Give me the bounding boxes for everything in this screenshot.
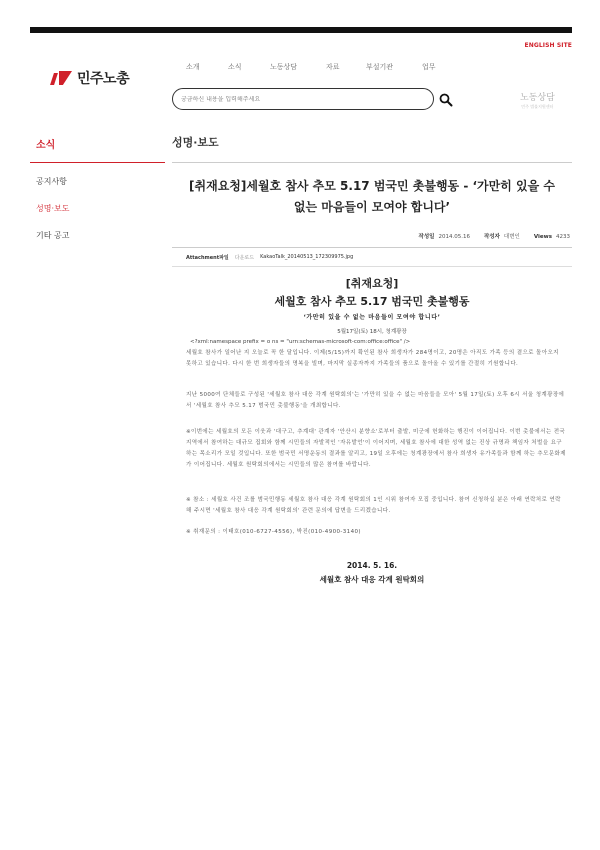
nav-item-labor-counsel[interactable]: 노동상담 (270, 63, 298, 71)
nav-item-materials[interactable]: 자료 (326, 63, 340, 71)
counsel-sub-label: 민주 법률지원센터 (521, 104, 554, 109)
download-link[interactable]: 다운로드 (234, 255, 255, 261)
sidebar-menu (36, 176, 69, 257)
nav-item-news[interactable]: 소식 (228, 63, 242, 71)
nav-item-work[interactable]: 업무 (422, 63, 436, 71)
views-label: Views (533, 234, 552, 240)
page-title-divider (172, 162, 572, 163)
post-author: 대변인 (503, 234, 520, 240)
meta-divider (172, 247, 572, 248)
attachment-label: Attachment파일 (186, 255, 229, 261)
body-paragraph: 지난 5000여 단체들로 구성된 '세월호 참사 대응 각계 원탁회의'는 '가만히 있을 수 없는 마음들을 모아' 5월 17일(토) 오후 6시 서울 청계광장에서 '세월호 참사 추모 5.17 범국민 촛불행동'을 개최합니다. (186, 392, 565, 409)
page-title: 성명·보도 (172, 136, 219, 149)
search-input[interactable] (181, 96, 421, 103)
xml-namespace-line: <?xml:namespace prefix = o ns = "urn:schemas-microsoft-com:office:office" /> (190, 339, 411, 345)
body-heading-2: 세월호 참사 추모 5.17 범국민 촛불행동 (274, 295, 470, 308)
body-paragraph: 세월호 참사가 일어난 지 오늘로 꼭 한 달입니다. 이제(5/15)까지 확인된 참사 희생자가 284명이고, 20명은 아직도 가족 등의 곁으로 돌아오지 못하고 있습니다. 다시 한 번 희생자들의 명복을 빌며, 마지막 실종자까지 가족들의 품으로 돌아올 수 있기를 간절히 기원합니다. (186, 350, 559, 367)
signature-date: 2014. 5. 16. (346, 561, 398, 570)
post-meta (419, 232, 571, 240)
signature-org: 세월호 참사 대응 각계 원탁회의 (319, 575, 425, 584)
body-paragraph: ※이번에는 세월호의 모든 이웃과 '대구고, 추계대' 관계자 '안산시 분향소'로부터 출발, 미군에 헌화하는 행진이 이어집니다. 이번 촛불에서는 전국 지역에서 참여하는 대규모 집회와 함께 시민들의 자발적인 '자유발언'이 이어지며, 세월호 참사에 대한 성역 없는 진상 규명과 책임자 처벌을 요구하는 목소리가 모일 것입니다. 또한 범국민 서명운동의 결과를 알리고, 19일 오후에는 청계광장에서 참사 희생자 유가족들과 함께 하는 추모문화제가 이어집니다. 세월호 원탁회의에서는 시민들의 많은 참여를 바랍니다. (186, 429, 566, 468)
logo-mark-icon (50, 70, 74, 86)
english-site-link[interactable]: ENGLISH SITE (524, 42, 572, 49)
attachment-filename[interactable]: KakaoTalk_20140513_172309975.jpg (260, 254, 354, 260)
logo-text: 민주노총 (77, 71, 130, 87)
nav-item-affiliated[interactable]: 부설기관 (366, 63, 394, 71)
search-box (172, 88, 434, 110)
sidebar-item-statements[interactable]: 성명·보도 (36, 204, 70, 213)
post-title: [취재요청]세월호 참사 추모 5.17 범국민 촛불행동 - ‘가만히 있을 수 없는 마음들이 모여야 합니다’ (189, 179, 555, 214)
author-label: 작성자 (483, 234, 500, 240)
date-label: 작성일 (418, 234, 435, 240)
body-heading-1: [취재요청] (345, 277, 399, 290)
counsel-label: 노동상담 (520, 93, 555, 103)
attachment-divider (172, 266, 572, 267)
sidebar-item-notice[interactable]: 공지사항 (36, 177, 67, 186)
body-paragraph: ※ 취재문의 : 이태호(010-6727-4556), 박진(010-4900-3140) (186, 529, 361, 535)
sidebar-divider (30, 162, 165, 163)
sidebar-title: 소식 (36, 140, 56, 151)
attachment-row (186, 254, 353, 261)
post-date: 2014.05.16 (438, 234, 470, 240)
nav-item-intro[interactable]: 소개 (186, 63, 200, 71)
top-bar (30, 27, 572, 33)
search-icon[interactable] (439, 93, 453, 107)
main-nav (186, 62, 452, 72)
sidebar-item-other-notices[interactable]: 기타 공고 (36, 231, 70, 240)
post-views: 4233 (556, 234, 570, 240)
body-heading-3: ‘가만히 있을 수 없는 마음들이 모여야 합니다’ (303, 314, 441, 321)
logo[interactable] (50, 68, 129, 88)
event-date-place: 5월17일(토) 18시, 청계광장 (337, 329, 407, 335)
labor-counsel-link[interactable] (520, 90, 555, 110)
body-paragraph: ※ 참소 : 세월호 사건 조를 범국민행동 세월호 참사 대응 각계 원탁회의 1인 시위 참여자 모집 중입니다. 참여 신청하실 분은 아래 연락처로 연락해 주시면 '세월호 참사 대응 각계 원탁회의' 관련 문의에 답변을 드리겠습니다. (186, 497, 561, 514)
